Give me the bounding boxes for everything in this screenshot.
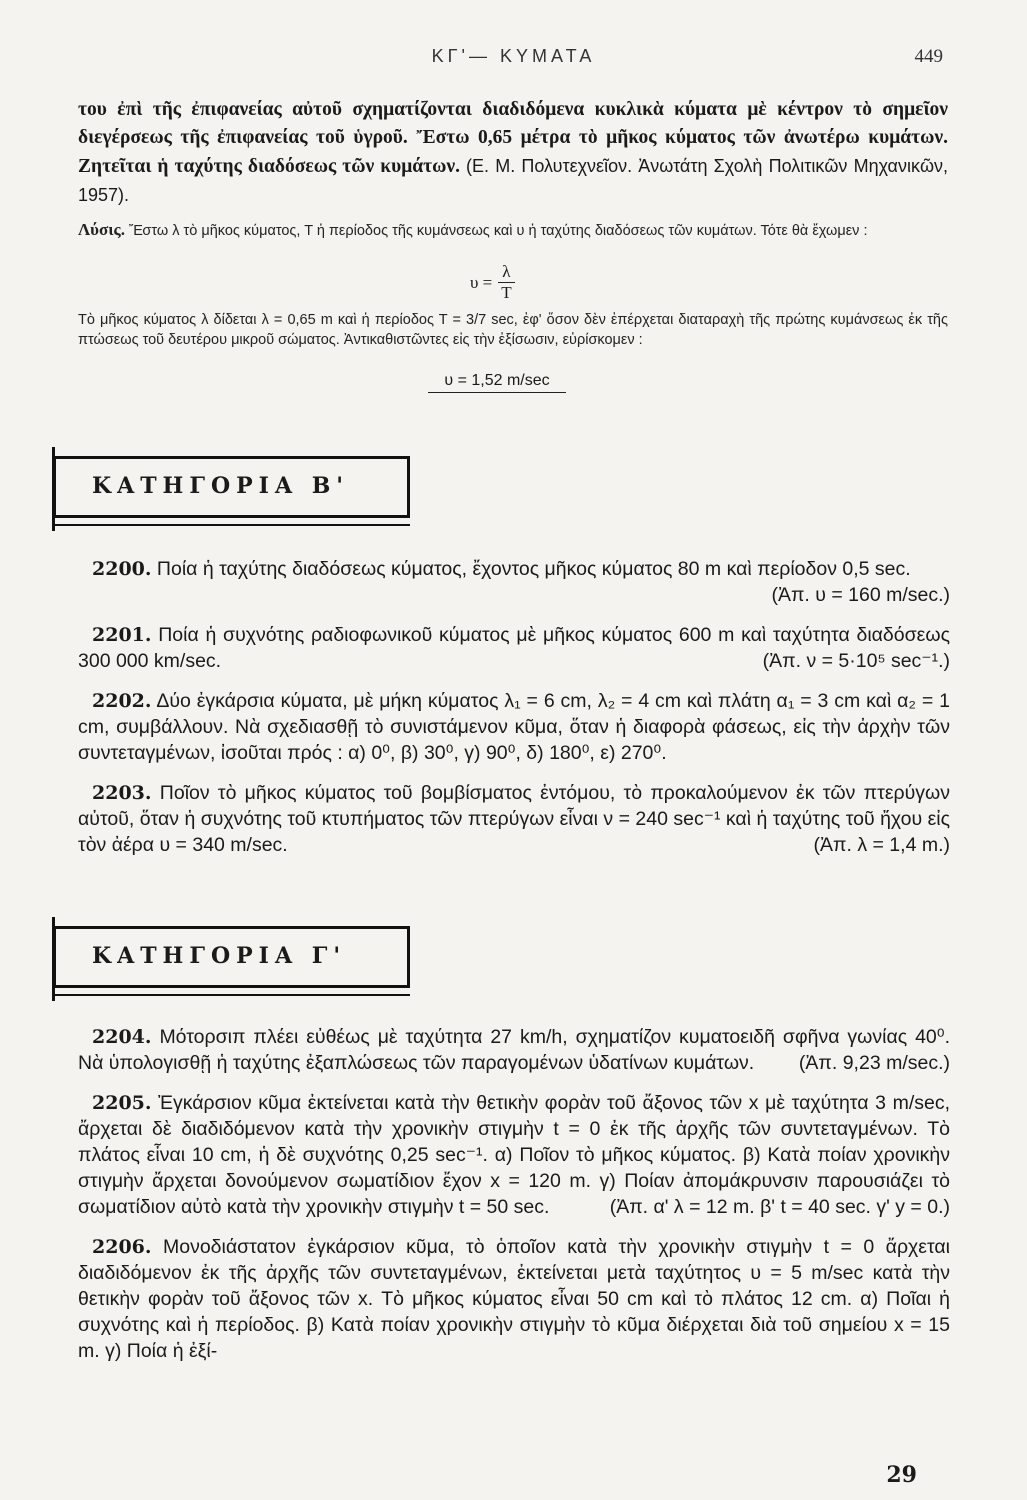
solution-result: υ = 1,52 m/sec xyxy=(428,372,566,393)
solution-text-1: Ἔστω λ τὸ μῆκος κύματος, Τ ἡ περίοδος τῆς κυμάνσεως καὶ υ ἡ ταχύτης διαδόσεως τῶν κυμάτων. Τότε θὰ ἔχωμεν : xyxy=(128,223,868,239)
problem-2200 xyxy=(78,556,950,608)
problem-answer: (Ἀπ. ν = 5·10⁵ sec⁻¹.) xyxy=(762,650,950,672)
problem-text: Ποία ἡ συχνότης ραδιοφωνικοῦ κύματος μὲ μῆκος κύματος 600 m καὶ ταχύτητα διαδόσεως 300 000 km/sec. xyxy=(78,624,950,672)
problem-answer: (Ἀπ. υ = 160 m/sec.) xyxy=(771,584,950,606)
problem-2203 xyxy=(78,780,950,858)
velocity-formula xyxy=(470,262,515,303)
intro-text: του ἐπὶ τῆς ἐπιφανείας αὐτοῦ σχηματίζονται διαδιδόμενα κυκλικὰ κύματα μὲ κέντρον τὸ σημεῖον διεγέρσεως τῆς ἐπιφανείας τοῦ ὑγροῦ. Ἔστω 0,65 μέτρα τὸ μῆκος κύματος τῶν ἀνωτέρω κυμάτων. Ζητεῖται ἡ ταχύτης διαδόσεως τῶν κυμάτων. xyxy=(78,99,948,177)
category-c-problems xyxy=(78,1024,950,1378)
problem-number: 2204. xyxy=(92,1026,152,1048)
formula-numerator: λ xyxy=(498,262,514,283)
intro-paragraph xyxy=(78,96,948,210)
formula-fraction xyxy=(498,262,514,303)
problem-text: Δύο ἐγκάρσια κύματα, μὲ μήκη κύματος λ₁ = 6 cm, λ₂ = 4 cm καὶ πλάτη α₁ = 3 cm καὶ α₂ = 1 cm, συμβάλλουν. Νὰ σχεδιασθῇ τὸ συνιστάμενον κῦμα, ὅταν ἡ διαφορὰ φάσεως, εἰς τὴν ἀρχὴν τῶν συντεταγμένων, ἰσοῦται πρός : α) 0⁰, β) 30⁰, γ) 90⁰, δ) 180⁰, ε) 270⁰. xyxy=(78,690,950,764)
problem-2201 xyxy=(78,622,950,674)
problem-2204 xyxy=(78,1024,950,1076)
category-b-problems xyxy=(78,556,950,872)
category-c-box xyxy=(52,926,410,988)
formula-denominator: T xyxy=(501,283,512,302)
problem-text: Ποία ἡ ταχύτης διαδόσεως κύματος, ἔχοντος μῆκος κύματος 80 m καὶ περίοδον 0,5 sec. xyxy=(156,558,911,580)
problem-2206 xyxy=(78,1234,950,1364)
running-header-title: ΚΓ'— ΚΥΜΑΤΑ xyxy=(431,46,596,66)
solution-text-2: Τὸ μῆκος κύματος λ δίδεται λ = 0,65 m καὶ ἡ περίοδος Τ = 3/7 sec, ἐφ' ὅσον δὲν ἐπέρχεται διαταραχὴ τῆς πρώτης κυμάνσεως ἐκ τῆς πτώσεως τοῦ δευτέρου μικροῦ σώματος. Ἀντικαθιστῶντες εἰς τὴν ἐξίσωσιν, εὑρίσκομεν : xyxy=(78,312,948,348)
problem-number: 2201. xyxy=(92,624,152,646)
category-c-title: ΚΑΤΗΓΟΡΙΑ Γ' xyxy=(92,943,347,969)
problem-text: Ποῖον τὸ μῆκος κύματος τοῦ βομβίσματος ἐντόμου, τὸ προκαλούμενον ἐκ τῶν πτερύγων αὐτοῦ, ὅταν ἡ συχνότης τοῦ κτυπήματος τῶν πτερύγων εἶναι ν = 240 sec⁻¹ καὶ ἡ ταχύτης τοῦ ἤχου εἰς τὸν ἀέρα υ = 340 m/sec. xyxy=(78,782,950,856)
problem-text: Μονοδιάστατον ἐγκάρσιον κῦμα, τὸ ὁποῖον κατὰ τὴν χρονικὴν στιγμὴν t = 0 ἄρχεται διαδιδόμενον ἐκ τῆς ἀρχῆς τῶν συντεταγμένων, ἐκτείνεται μετὰ ταχύτητος υ = 5 m/sec κατὰ τὴν θετικὴν φορὰν τοῦ ἄξονος τῶν x. Τὸ μῆκος κύματος εἶναι 50 cm καὶ τὸ πλάτος 12 cm. α) Ποῖαι ἡ συχνότης καὶ ἡ περίοδος. β) Κατὰ ποίαν χρονικὴν στιγμὴν τὸ κῦμα διέρχεται διὰ τοῦ σημείου x = 15 m. γ) Ποία ἡ ἐξί- xyxy=(78,1236,951,1362)
problem-number: 2200. xyxy=(92,558,152,580)
problem-number: 2205. xyxy=(92,1092,152,1114)
problem-2202 xyxy=(78,688,950,766)
solution-paragraph xyxy=(78,220,948,241)
problem-number: 2203. xyxy=(92,782,152,804)
problem-number: 2202. xyxy=(92,690,152,712)
solution-label: Λύσις. xyxy=(78,220,125,239)
category-b-box xyxy=(52,456,410,518)
formula-lhs: υ = xyxy=(470,272,493,292)
signature-mark: 29 xyxy=(886,1462,917,1488)
problem-answer: (Ἀπ. λ = 1,4 m.) xyxy=(813,834,950,856)
category-b-title: ΚΑΤΗΓΟΡΙΑ Β' xyxy=(92,473,350,499)
page-number: 449 xyxy=(914,46,943,67)
problem-answer: (Ἀπ. α' λ = 12 m. β' t = 40 sec. γ' y = 0.) xyxy=(609,1196,950,1218)
problem-text: Μότορσιπ πλέει εὐθέως μὲ ταχύτητα 27 km/h, σχηματίζον κυματοειδῆ σφῆνα γωνίας 40⁰. Νὰ ὑπολογισθῇ ἡ ταχύτης ἐξαπλώσεως τῶν παραγομένων ὑδατίνων κυμάτων. xyxy=(78,1026,950,1074)
intro-source: (Ε. Μ. Πολυτεχνεῖον. Ἀνωτάτη Σχολὴ Πολιτικῶν Μηχανικῶν, 1957). xyxy=(78,156,949,205)
problem-answer: (Ἀπ. 9,23 m/sec.) xyxy=(798,1052,950,1074)
problem-2205 xyxy=(78,1090,950,1220)
problem-number: 2206. xyxy=(92,1236,152,1258)
problem-text: Ἐγκάρσιον κῦμα ἐκτείνεται κατὰ τὴν θετικὴν φορὰν τοῦ ἄξονος τῶν x μὲ ταχύτητα 3 m/sec, ἄρχεται δὲ διαδιδόμενον κατὰ τὴν χρονικὴν στιγμὴν t = 0 ἐκ τῆς ἀρχῆς τῶν συντεταγμένων. Τὸ πλάτος εἶναι 10 cm, ἡ δὲ συχνότης 0,25 sec⁻¹. α) Ποῖον τὸ μῆκος κύματος. β) Κατὰ ποίαν χρονικὴν στιγμὴν ἄρχεται δονούμενον σωματίδιον ἔχον x = 120 m. γ) Ποίαν ἀπομάκρυνσιν παρουσιάζει τὸ σωματίδιον αὐτὸ κατὰ τὴν χρονικὴν στιγμὴν t = 50 sec. xyxy=(78,1092,950,1218)
